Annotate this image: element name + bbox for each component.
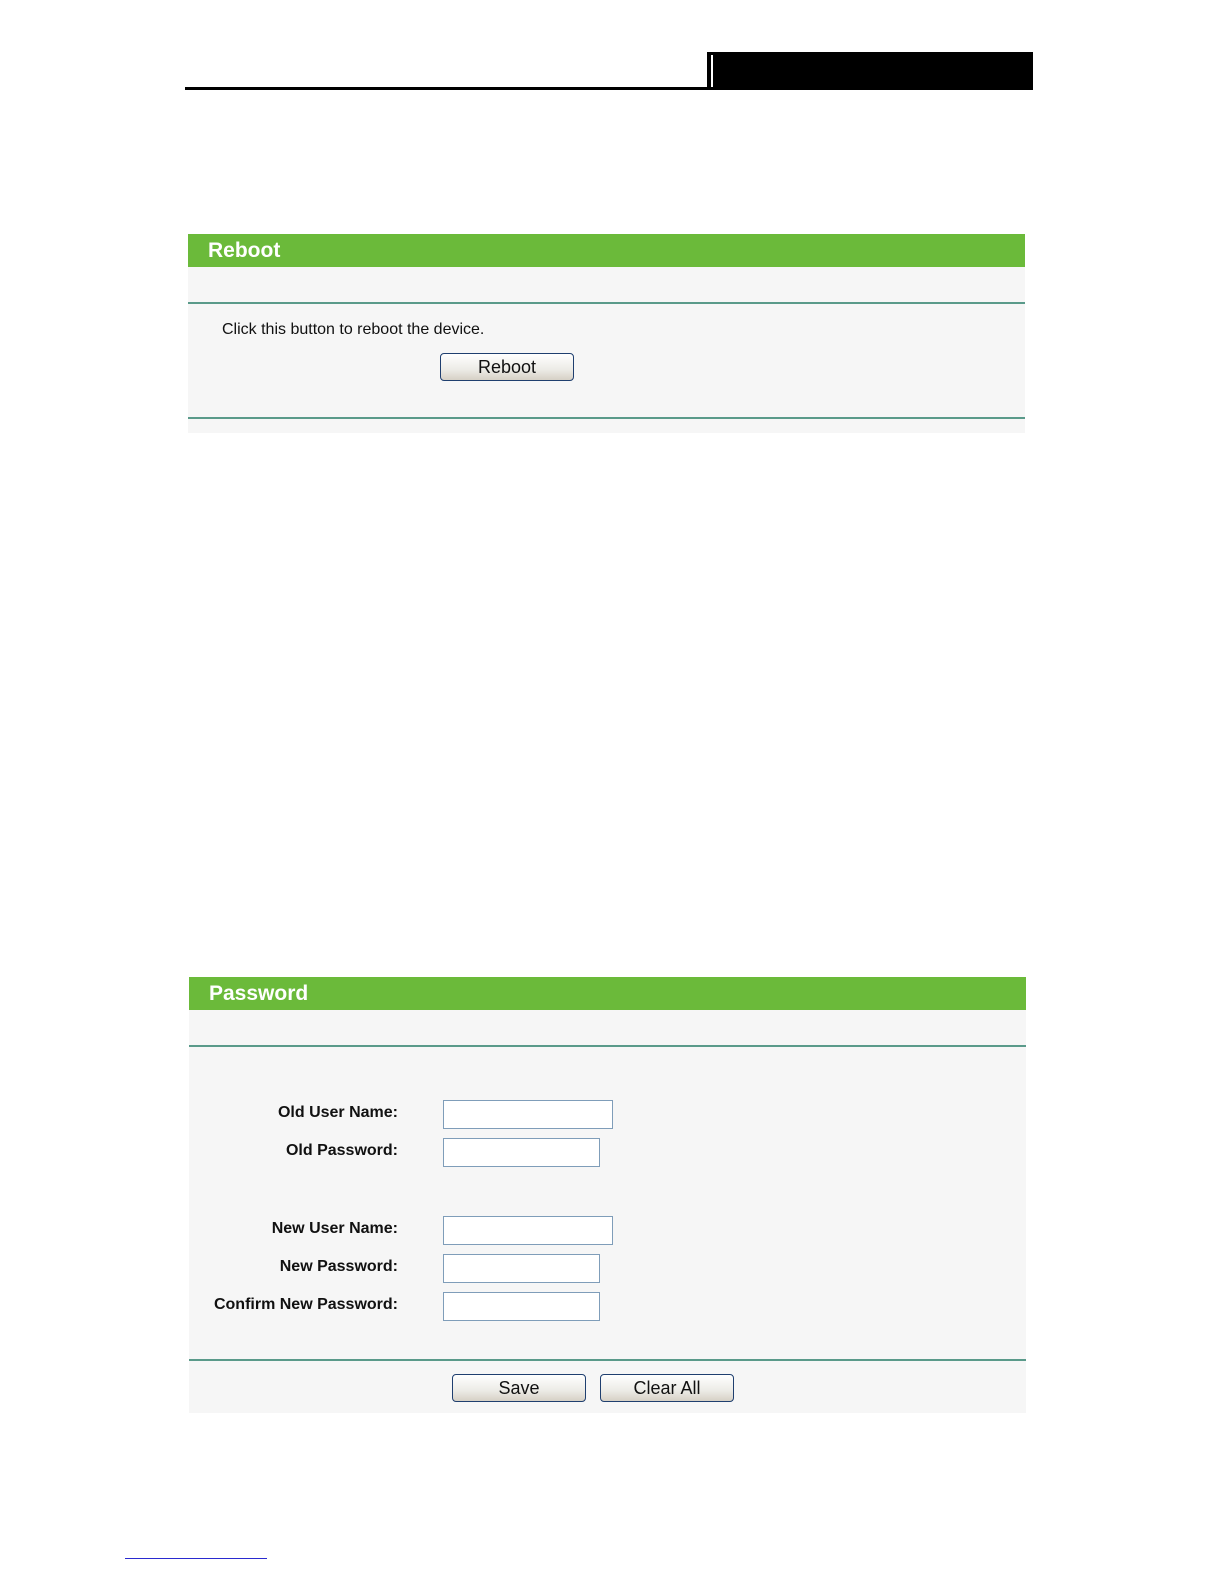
old-password-label: Old Password:: [285, 1142, 398, 1159]
confirm-new-password-input[interactable]: [443, 1292, 600, 1321]
header-black-box: [707, 52, 1033, 89]
new-password-input[interactable]: [443, 1254, 600, 1283]
footer-link-underline[interactable]: [125, 1558, 267, 1559]
save-button[interactable]: Save: [452, 1374, 586, 1402]
reboot-button[interactable]: Reboot: [440, 353, 574, 381]
divider: [189, 1359, 1026, 1361]
new-user-name-input[interactable]: [443, 1216, 613, 1245]
clear-all-button[interactable]: Clear All: [600, 1374, 734, 1402]
divider: [188, 417, 1025, 419]
header-rule: [185, 87, 1033, 90]
new-password-label: New Password:: [279, 1258, 398, 1275]
reboot-panel-title: Reboot: [188, 234, 1025, 267]
old-user-name-label: Old User Name:: [277, 1104, 398, 1121]
new-user-name-label: New User Name:: [271, 1220, 398, 1237]
old-password-input[interactable]: [443, 1138, 600, 1167]
divider: [188, 302, 1025, 304]
reboot-panel: [188, 234, 1025, 433]
password-panel-title: Password: [189, 977, 1026, 1010]
password-panel: [189, 977, 1026, 1413]
reboot-description: Click this button to reboot the device.: [222, 321, 485, 338]
old-user-name-input[interactable]: [443, 1100, 613, 1129]
divider: [189, 1045, 1026, 1047]
confirm-new-password-label: Confirm New Password:: [213, 1296, 398, 1313]
